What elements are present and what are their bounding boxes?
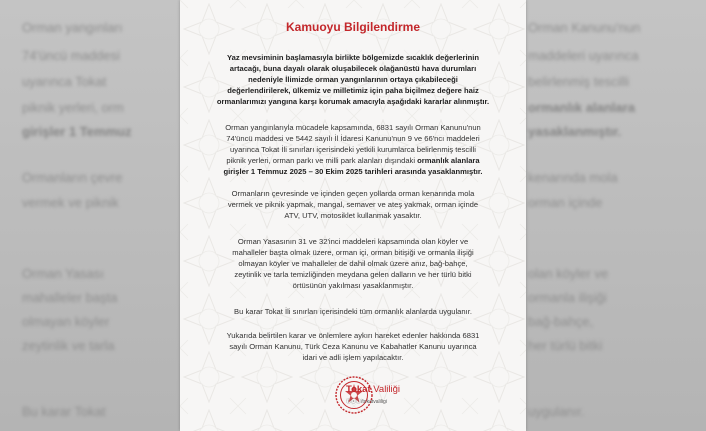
bg-text-right: olan köyler ve — [528, 266, 609, 281]
bg-text-right: belirlenmiş tescilli — [528, 74, 630, 89]
document-title: Kamuoyu Bilgilendirme — [285, 20, 421, 34]
bg-text-left: Ormanların çevre — [22, 170, 123, 185]
text-line: vermek ve piknik yapmak, mangal, semaver ve ateş yakmak, orman içinde — [227, 200, 479, 209]
bg-text-left: girişler 1 Temmuz — [22, 124, 132, 139]
text-line: Orman yangınlarıyla mücadele kapsamında, 6831 sayılı Orman Kanunu'nun — [225, 123, 481, 132]
text-line: sayılı Orman Kanunu, Türk Ceza Kanunu ve Kabahatler Kanunu uyarınca — [229, 342, 477, 351]
bg-text-right: maddeleri uyarınca — [528, 48, 639, 63]
text-line: uyarınca Tokat İli sınırları içerisindeki yetkili kurumlarca belirlenmiş tescilli — [230, 145, 476, 154]
burning-ban-paragraph — [194, 236, 512, 291]
text-line: Orman Yasasının 31 ve 32'inci maddeleri kapsamında olan köyler ve — [237, 237, 469, 246]
bg-text-right: ormanla ilişiği — [528, 290, 607, 305]
text-line: ATV, UTV, motosiklet kullanmak yasaktır. — [284, 211, 422, 220]
text-line: idari ve adli işlem yapılacaktır. — [302, 353, 404, 362]
text-line: Bu karar Tokat İli sınırları içerisindeki tüm ormanlık alanlarda uygulanır. — [234, 307, 472, 316]
text-line: artacağı, buna dayalı olarak oluşabilecek olağanüstü hava durumları — [229, 64, 477, 73]
bg-text-right: ormanlık alanlara — [528, 100, 635, 115]
bg-text-right: orman içinde — [528, 195, 603, 210]
text-line: örtüsünün yakılması yasaklanmıştır. — [292, 281, 414, 290]
bg-text-right: bağ-bahçe, — [528, 314, 594, 329]
bg-text-left: mahalleler başta — [22, 290, 118, 305]
logo-name-bold: Tokat — [346, 384, 371, 395]
logo-wordmark — [346, 384, 400, 395]
text-line: nedeniyle İlimizde orman yangınlarının ortaya çıkabileceği — [248, 75, 458, 84]
scope-paragraph — [194, 306, 512, 317]
text-line: zeytinlik ve tarla temizliğinden meydana gelen dalların ve her türlü bitki — [234, 270, 472, 279]
bg-text-left: zeytinlik ve tarla — [22, 338, 115, 353]
announcement-sheet — [180, 0, 526, 431]
text-line: olmayan köyler ve mahalleler de dahil olmak üzere anız, bağ-bahçe, — [238, 259, 468, 268]
bg-text-right: her türlü bitki — [528, 338, 603, 353]
handle-text: /tokatvaliligi — [361, 399, 387, 405]
bg-text-left: Bu karar Tokat — [22, 404, 106, 419]
bg-text-left: olmayan köyler — [22, 314, 110, 329]
text-line: mahalleler başta olmak üzere, orman içi, orman bitişiği ve ormanla ilişiği — [232, 248, 474, 257]
emblem-icon — [334, 375, 374, 415]
text-line: ormanlarımızı yangına karşı korumak amacıyla aşağıdaki kararlar alınmıştır. — [216, 97, 490, 106]
logo-name-rest: Valiliği — [370, 384, 401, 395]
bg-text-left: Orman yangınları — [22, 20, 123, 35]
ban-dates-line: girişler 1 Temmuz 2025 – 30 Ekim 2025 tarihleri arasında yasaklanmıştır. — [223, 167, 483, 176]
forest-entry-ban-paragraph — [194, 122, 512, 177]
bg-text-right: uygulanır. — [528, 404, 585, 419]
social-handle — [346, 398, 387, 405]
text-line: Yukarıda belirtilen karar ve önlemlere aykırı hareket edenler hakkında 6831 — [226, 331, 480, 340]
text-line: Ormanların çevresinde ve içinden geçen yollarda orman kenarında mola — [231, 189, 475, 198]
text-line: değerlendirilerek, ülkemiz ve milletimiz için paha biçilmez değere haiz — [227, 86, 479, 95]
text-line: Yaz mevsiminin başlamasıyla birlikte bölgemizde sıcaklık değerlerinin — [227, 53, 479, 62]
bg-text-left: 74'üncü maddesi — [22, 48, 120, 63]
bg-text-right: Orman Kanunu'nun — [528, 20, 641, 35]
bg-text-left: uyarınca Tokat — [22, 74, 107, 89]
bg-text-left: piknik yerleri, orm — [22, 100, 124, 115]
sanctions-paragraph — [194, 330, 512, 363]
bg-text-left: Orman Yasası — [22, 266, 104, 281]
text-line: 74'üncü maddesi ve 5442 sayılı İl İdaresi Kanunu'nun 9 ve 66'ncı maddeleri — [226, 134, 480, 143]
text-normal: piknik yerleri, orman parkı ve milli park alanları dışındaki — [226, 156, 418, 165]
text-line — [194, 155, 512, 166]
text-bold: ormanlık alanlara — [417, 156, 480, 165]
tokat-governorship-logo — [304, 375, 404, 415]
intro-paragraph — [194, 52, 512, 107]
fire-prohibition-paragraph — [194, 188, 512, 221]
bg-text-left: vermek ve piknik — [22, 195, 119, 210]
social-icons: ⓕⓧⓘ — [346, 399, 362, 405]
bg-text-right: yasaklanmıştır. — [528, 124, 622, 139]
bg-text-right: kenarında mola — [528, 170, 618, 185]
